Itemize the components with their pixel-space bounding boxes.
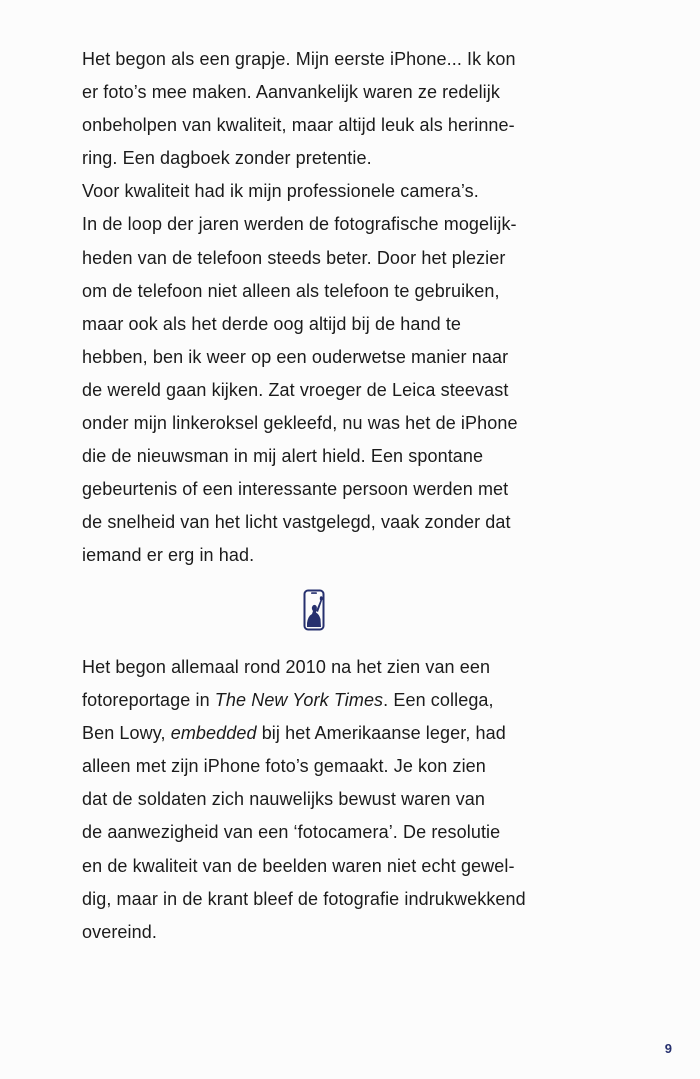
text-line: hebben, ben ik weer op een ouderwetse manier naar: [82, 346, 509, 367]
text-line: Voor kwaliteit had ik mijn professionele camera’s.: [82, 181, 479, 202]
text-line: [82, 684, 552, 717]
text-line: er foto’s mee maken. Aanvankelijk waren ze redelijk: [82, 82, 500, 103]
text-span: . Een collega,: [383, 690, 494, 711]
text-span: fotoreportage in: [82, 690, 215, 711]
text-line: de snelheid van het licht vastgelegd, vaak zonder dat: [82, 512, 511, 533]
text-line: dat de soldaten zich nauwelijks bewust waren van: [82, 789, 486, 810]
text-line: iemand er erg in had.: [82, 545, 255, 566]
text-line: Het begon als een grapje. Mijn eerste iPhone... Ik kon: [82, 49, 516, 69]
text-line: heden van de telefoon steeds beter. Door het plezier: [82, 247, 506, 268]
text-line: alleen met zijn iPhone foto’s gemaakt. Je kon zien: [82, 756, 486, 777]
text-line: onder mijn linkeroksel gekleefd, nu was het de iPhone: [82, 413, 518, 434]
paragraph-2: [82, 651, 552, 949]
text-line: maar ook als het derde oog altijd bij de hand te: [82, 313, 462, 334]
text-line: [82, 717, 552, 750]
paragraph-1: [82, 43, 552, 573]
text-line: Het begon allemaal rond 2010 na het zien van een: [82, 657, 491, 677]
italic-term: embedded: [170, 723, 257, 744]
page-number: 9: [664, 1041, 672, 1056]
text-line: onbeholpen van kwaliteit, maar altijd leuk als herinne-: [82, 115, 515, 136]
text-line: de wereld gaan kijken. Zat vroeger de Leica steevast: [82, 379, 509, 400]
phone-with-waving-figure-icon: [303, 589, 325, 631]
text-line: gebeurtenis of een interessante persoon werden met: [82, 479, 509, 500]
text-line: om de telefoon niet alleen als telefoon te gebruiken,: [82, 280, 500, 301]
text-span: Ben Lowy,: [82, 723, 171, 744]
text-line: ring. Een dagboek zonder pretentie.: [82, 148, 372, 169]
text-span: bij het Amerikaanse leger, had: [256, 723, 506, 744]
text-line: overeind.: [82, 921, 157, 942]
text-line: en de kwaliteit van de beelden waren niet echt gewel-: [82, 855, 515, 876]
text-line: In de loop der jaren werden de fotografische mogelijk-: [82, 214, 517, 235]
newspaper-title: The New York Times: [214, 690, 384, 711]
text-line: de aanwezigheid van een ‘fotocamera’. De resolutie: [82, 822, 501, 843]
text-line: die de nieuwsman in mij alert hield. Een spontane: [82, 446, 484, 467]
text-line: dig, maar in de krant bleef de fotografie indrukwekkend: [82, 888, 526, 909]
